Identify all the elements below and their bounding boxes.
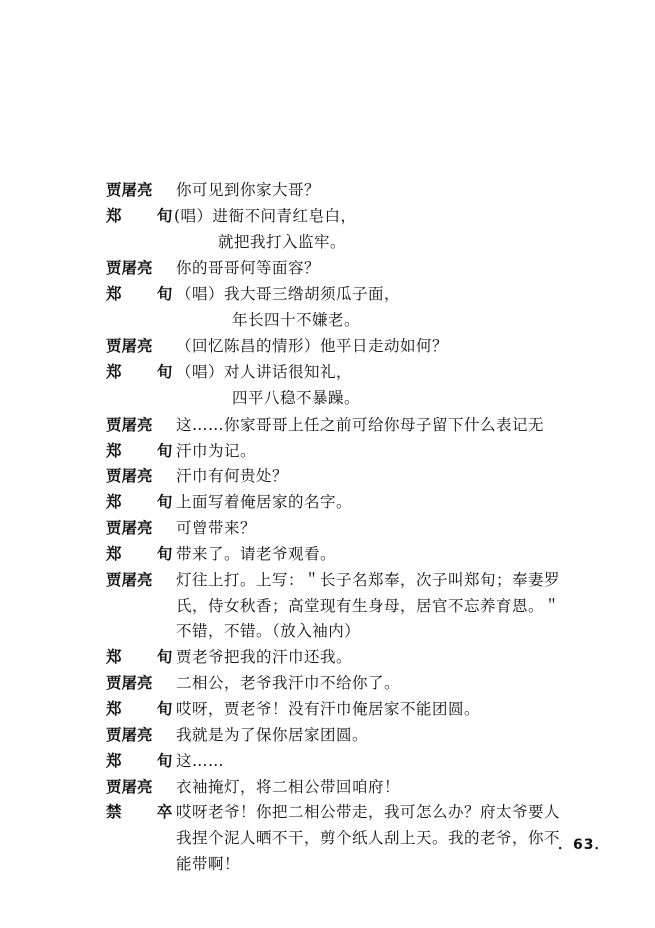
dialogue-line: [0, 852, 655, 876]
dialogue-line: [0, 334, 655, 358]
dialogue-text: 四平八稳不暴躁。: [232, 389, 361, 407]
speaker-name: 贾屠亮: [106, 180, 153, 199]
dialogue-line: [0, 800, 655, 824]
speaker-name: 贾屠亮: [106, 258, 153, 277]
speaker-name: 贾屠亮: [106, 466, 153, 485]
speaker-name: 郑 旬: [106, 492, 188, 511]
dialogue-line: [0, 282, 655, 306]
speaker-name: 贾屠亮: [106, 570, 153, 589]
dialogue-text: 灯往上打。上写：＂长子名郑奉，次子叫郑旬；奉妻罗: [176, 571, 561, 589]
dialogue-line: [0, 439, 655, 463]
speaker-name: 贾屠亮: [106, 415, 153, 434]
speaker-name: 贾屠亮: [106, 673, 153, 692]
dialogue-line: [0, 256, 655, 280]
dialogue-line: [0, 178, 655, 202]
dialogue-text: 汗巾有何贵处？: [176, 467, 289, 485]
dialogue-text: 上面写着俺居家的名字。: [176, 493, 353, 511]
dialogue-text: (唱）进衙不问青红皂白，: [174, 207, 357, 225]
speaker-name: 郑 旬: [106, 362, 188, 381]
speaker-name: 贾屠亮: [106, 336, 153, 355]
dialogue-line: [0, 308, 655, 332]
dialogue-line: [0, 594, 655, 618]
dialogue-line: [0, 464, 655, 488]
speaker-name: 郑 旬: [106, 284, 188, 303]
dialogue-line: [0, 723, 655, 747]
dialogue-line: [0, 749, 655, 773]
dialogue-text: 衣袖掩灯，将二相公带回咱府！: [176, 778, 401, 796]
speaker-name: 郑 旬: [106, 206, 188, 225]
speaker-name: 郑 旬: [106, 699, 188, 718]
dialogue-line: [0, 413, 655, 437]
dialogue-line: [0, 360, 655, 384]
dialogue-text: （唱）对人讲话很知礼，: [176, 363, 353, 381]
dialogue-text: 我就是为了保你居家团圆。: [176, 726, 369, 744]
dialogue-text: 我捏个泥人晒不干，剪个纸人刮上天。我的老爷，你不: [176, 829, 561, 847]
dialogue-line: [0, 826, 655, 850]
dialogue-line: [0, 386, 655, 410]
speaker-name: 贾屠亮: [106, 777, 153, 796]
dialogue-text: 你可见到你家大哥？: [176, 181, 321, 199]
dialogue-text: 可曾带来？: [176, 519, 257, 537]
dialogue-text: （回忆陈昌的情形）他平日走动如何？: [176, 337, 449, 355]
dialogue-text: 你的哥哥何等面容？: [176, 259, 321, 277]
speaker-name: 郑 旬: [106, 751, 188, 770]
dialogue-line: [0, 568, 655, 592]
dialogue-text: 能带啊！: [176, 855, 241, 873]
dialogue-text: 哎呀老爷！你把二相公带走，我可怎么办？府太爷要人: [176, 803, 561, 821]
dialogue-text: 这……你家哥哥上任之前可给你母子留下什么表记无: [176, 416, 545, 434]
dialogue-text: 带来了。请老爷观看。: [176, 545, 337, 563]
dialogue-text: 不错，不错。（放入袖内）: [176, 622, 361, 640]
dialogue-text: 氏，侍女秋香；高堂现有生身母，居官不忘养育恩。＂: [176, 597, 561, 615]
dialogue-line: [0, 230, 655, 254]
speaker-name: 郑 旬: [106, 441, 188, 460]
dialogue-text: 年长四十不嫌老。: [232, 311, 361, 329]
dialogue-line: [0, 619, 655, 643]
speaker-name: 郑 旬: [106, 647, 188, 666]
speaker-name: 贾屠亮: [106, 518, 153, 537]
dialogue-line: [0, 775, 655, 799]
dialogue-line: [0, 697, 655, 721]
dialogue-line: [0, 204, 655, 228]
dialogue-line: [0, 542, 655, 566]
dialogue-text: （唱）我大哥三绺胡须瓜子面，: [176, 285, 401, 303]
speaker-name: 郑 旬: [106, 544, 188, 563]
dialogue-text: 就把我打入监牢。: [218, 233, 347, 251]
dialogue-text: 二相公，老爷我汗巾不给你了。: [176, 674, 401, 692]
dialogue-line: [0, 645, 655, 669]
dialogue-line: [0, 671, 655, 695]
speaker-name: 禁 卒: [106, 802, 188, 821]
dialogue-line: [0, 516, 655, 540]
dialogue-line: [0, 490, 655, 514]
dialogue-text: 哎呀，贾老爷！没有汗巾俺居家不能团圆。: [176, 700, 481, 718]
speaker-name: 贾屠亮: [106, 725, 153, 744]
dialogue-text: 贾老爷把我的汗巾还我。: [176, 648, 353, 666]
dialogue-text: 汗巾为记。: [176, 442, 257, 460]
dialogue-text: 这……: [176, 752, 225, 770]
page-number: ．63．: [558, 837, 610, 853]
